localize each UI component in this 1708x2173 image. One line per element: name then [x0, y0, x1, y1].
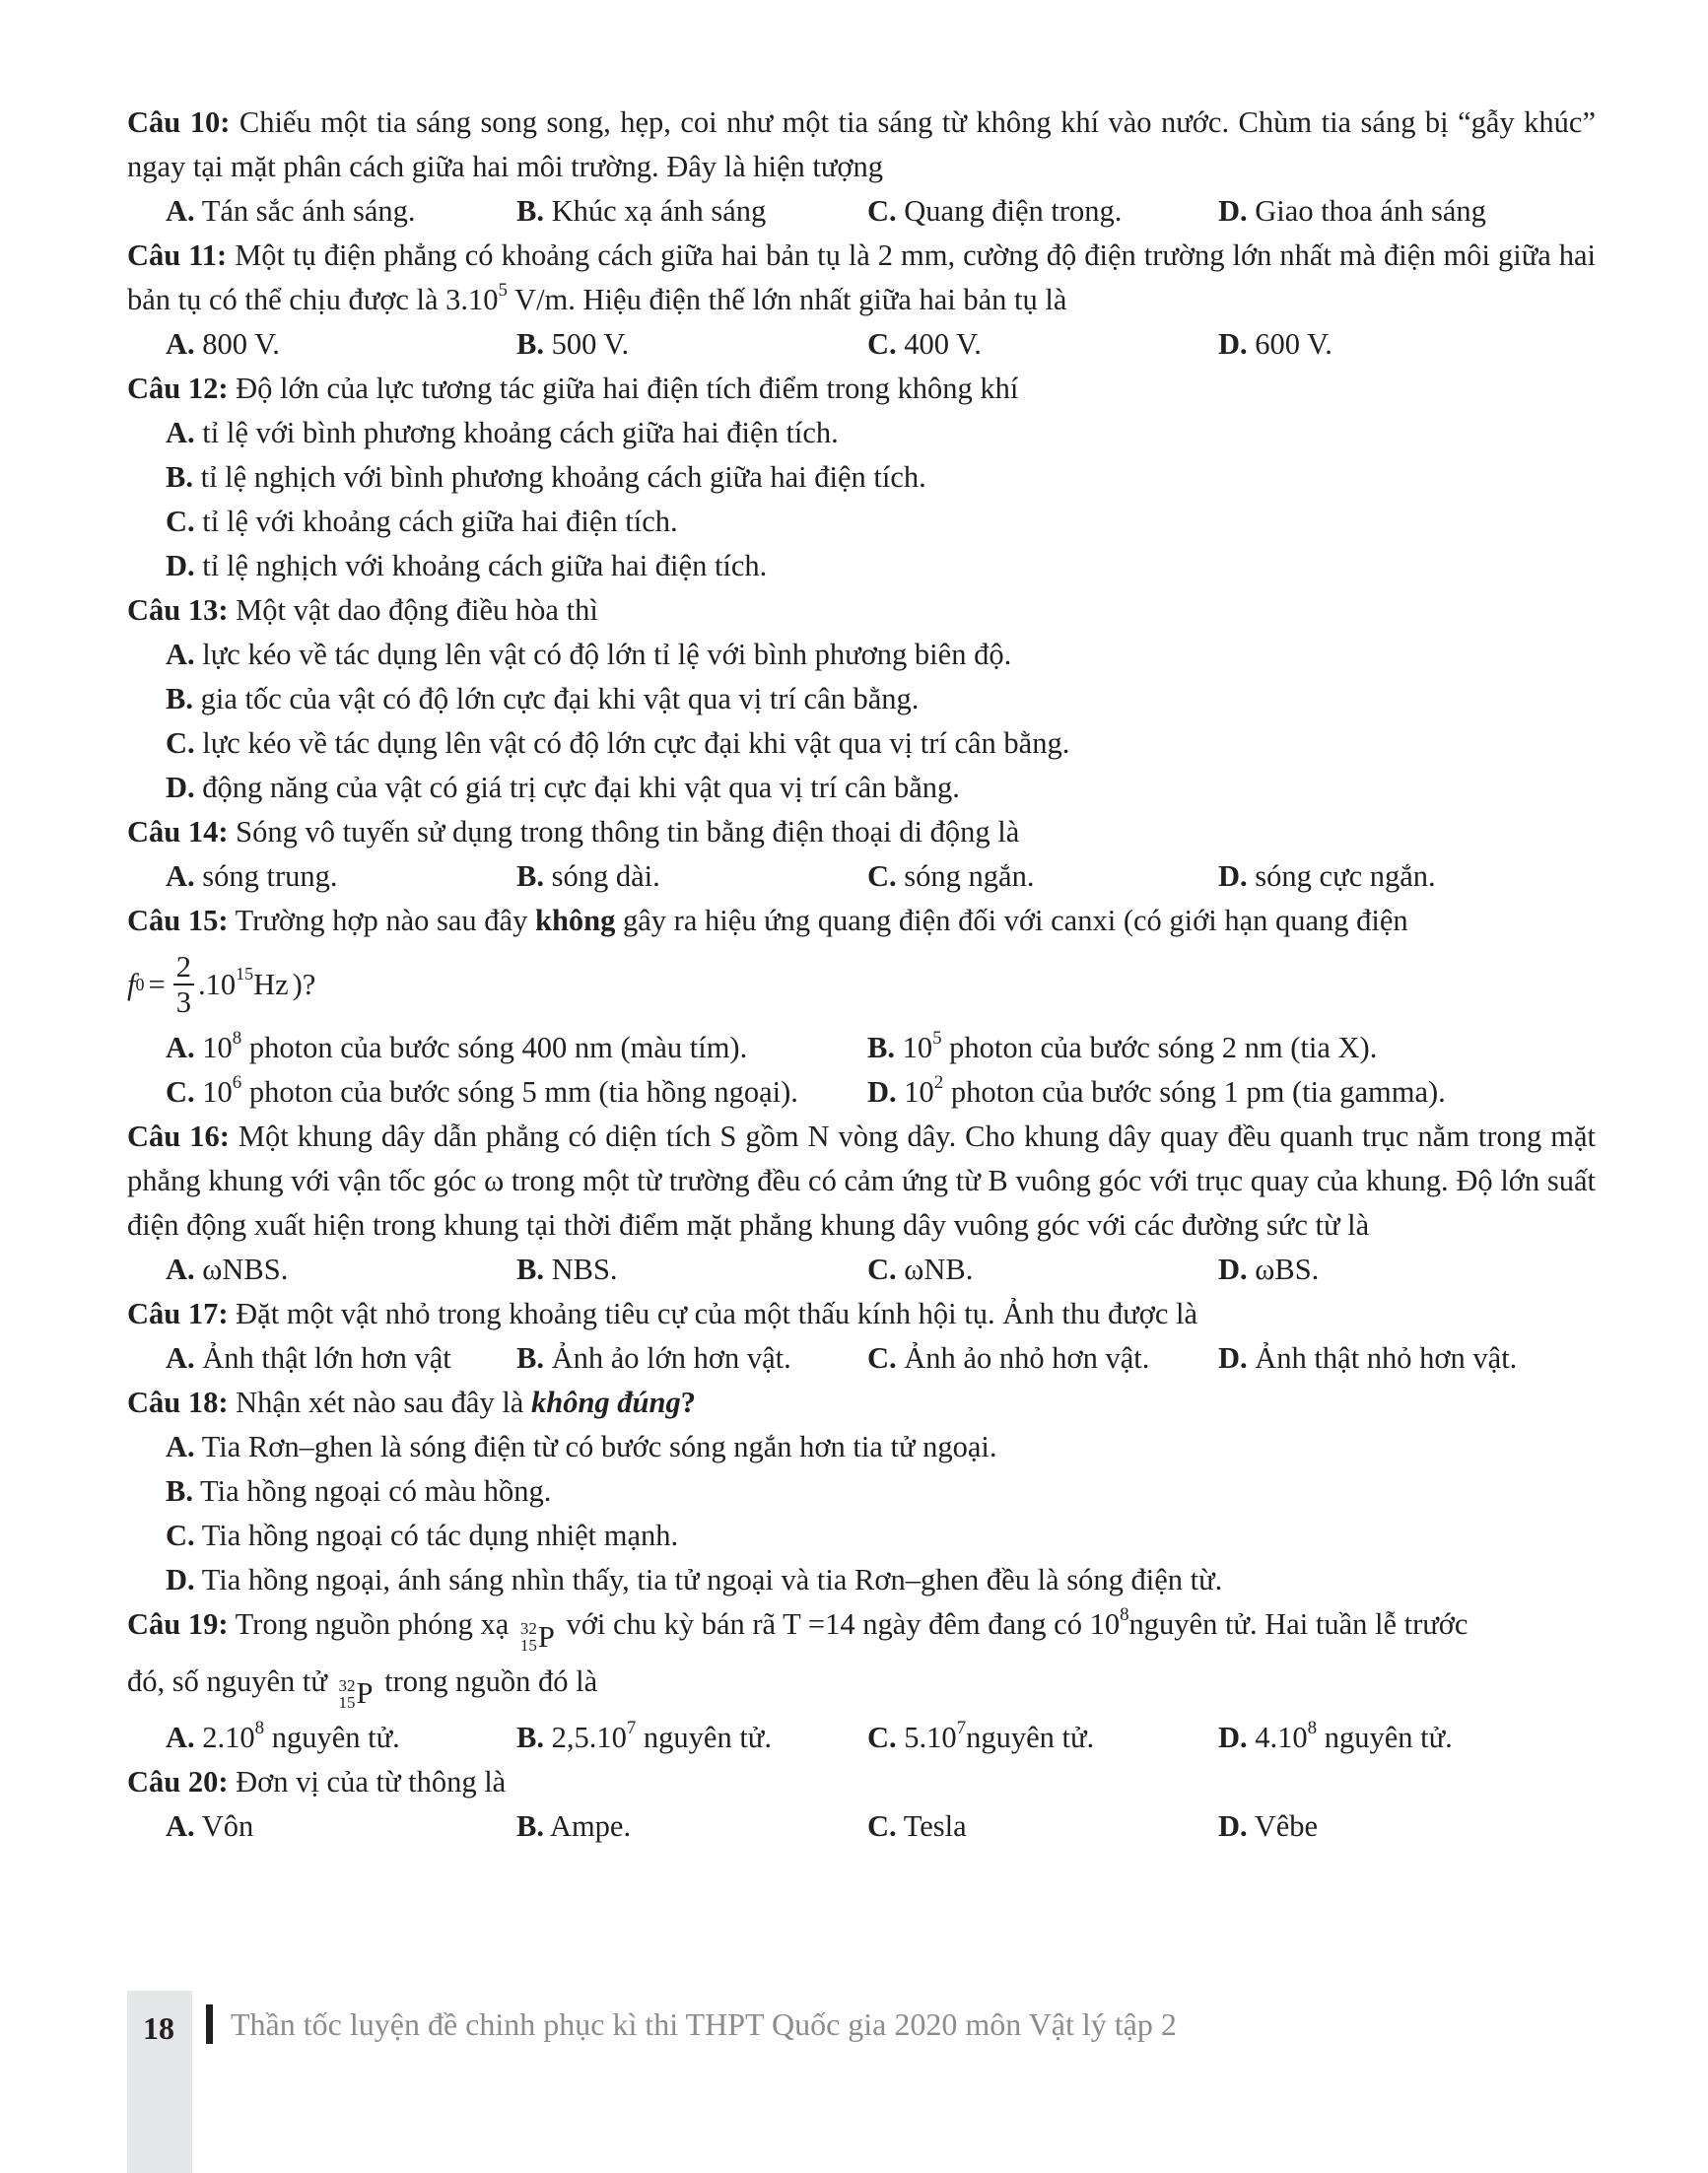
question-list [127, 101, 1596, 1849]
question-17: Câu 17: Đặt một vật nhỏ trong khoảng tiêu cự của một thấu kính hội tụ. Ảnh thu được là A. Ảnh thật lớn hơn vật B. Ảnh ảo lớn hơn vật. C. Ảnh ảo nhỏ hơn vật. D. Ảnh thật nhỏ hơn vật. [127, 1292, 1596, 1381]
nuclide-p32: 32 15 P [338, 1675, 374, 1712]
option-d: D. động năng của vật có giá trị cực đại khi vật qua vị trí cân bằng. [166, 771, 960, 804]
option-b: B. gia tốc của vật có độ lớn cực đại khi vật qua vị trí cân bằng. [166, 682, 920, 715]
question-19: Câu 19: Trong nguồn phóng xạ 32 15 P với chu kỳ bán rã T =14 ngày đêm đang có $10^8nguyên$ tử. Hai tuần lễ trước đó, số nguyên tử 32 15 P trong nguồn đó là A. 2.10$^8$ nguyên tử. B. 2,5.10$^7$ nguyên tử. C. 5.10$^7$nguyên tử. D. 4.10$^8$ nguyên tử. [127, 1602, 1596, 1760]
option-c: C. Tia hồng ngoại có tác dụng nhiệt mạnh. [166, 1519, 679, 1552]
question-label: Câu 10: [127, 105, 231, 139]
option-a: A. ωNBS. [166, 1253, 289, 1286]
option-b: B. Khúc xạ ánh sáng [516, 194, 767, 228]
question-10 [127, 101, 1596, 234]
page-number: 18 [143, 2010, 174, 2046]
option-c: C. 5.10$^7$nguyên tử. [867, 1718, 1095, 1754]
question-15: Câu 15: Trường hợp nào sau đây không gây ra hiệu ứng quang điện đối với canxi (có giới hạn quang điện f 0 = $\frac{2}{3}$ .10 $^{15}$ Hz )? A. $10^8$ photon của bước sóng 400 nm (màu tím). B. $10^5$ photon của bước sóng 2 nm (tia X). C. $10^6$ photon của bước sóng 5 mm (tia hồng ngoại). D. $10^2$ photon của bước sóng 1 pm (tia gamma). [127, 899, 1596, 1115]
question-label: Câu 17: [127, 1297, 229, 1330]
options-row [127, 1026, 1596, 1070]
option-c: C. $10^6$ photon của bước sóng 5 mm (tia hồng ngoại). [166, 1072, 798, 1109]
question-label: Câu 16: [127, 1120, 230, 1153]
option-c: C. Quang điện trong. [867, 194, 1123, 228]
option-c: C. sóng ngắn. [867, 859, 1035, 893]
option-b: B. sóng dài. [516, 859, 660, 893]
option-c: C. Ảnh ảo nhỏ hơn vật. [867, 1341, 1150, 1375]
options-row [127, 1804, 1596, 1849]
question-18: Câu 18: Nhận xét nào sau đây là không đúng? A. Tia Rơn–ghen là sóng điện từ có bước sóng ngắn hơn tia tử ngoại. B. Tia hồng ngoại có màu hồng. C. Tia hồng ngoại có tác dụng nhiệt mạnh. D. Tia hồng ngoại, ánh sáng nhìn thấy, tia tử ngoại và tia Rơn–ghen đều là sóng điện từ. [127, 1381, 1596, 1602]
option-d: D. Ảnh thật nhỏ hơn vật. [1218, 1341, 1518, 1375]
option-d: D. Vêbe [1218, 1809, 1319, 1843]
option-b: B. $10^5$ photon của bước sóng 2 nm (tia X). [867, 1028, 1378, 1064]
option-a: A. Vôn [166, 1809, 254, 1843]
nuclide-p32: 32 15 P [519, 1619, 555, 1655]
option-d: D. 4.10$^8$ nguyên tử. [1218, 1718, 1453, 1754]
option-c: C. Tesla [867, 1809, 967, 1843]
fraction: $\frac{2}{3}$ [173, 950, 194, 1019]
option-d: D. Tia hồng ngoại, ánh sáng nhìn thấy, tia tử ngoại và tia Rơn–ghen đều là sóng điện từ. [166, 1563, 1223, 1596]
question-label: Câu 18: [127, 1386, 229, 1419]
book-title: Thần tốc luyện đề chinh phục kì thi THPT Quốc gia 2020 môn Vật lý tập 2 [231, 2006, 1177, 2042]
question-12: Câu 12: Độ lớn của lực tương tác giữa hai điện tích điểm trong không khí A. tỉ lệ với bình phương khoảng cách giữa hai điện tích. B. tỉ lệ nghịch với bình phương khoảng cách giữa hai điện tích. C. tỉ lệ với khoảng cách giữa hai điện tích. D. tỉ lệ nghịch với khoảng cách giữa hai điện tích. [127, 367, 1596, 588]
option-c: C. tỉ lệ với khoảng cách giữa hai điện tích. [166, 505, 678, 538]
option-b: B. Ampe. [516, 1809, 632, 1843]
option-d: D. Giao thoa ánh sáng [1218, 194, 1486, 228]
option-a: A. tỉ lệ với bình phương khoảng cách giữa hai điện tích. [166, 416, 839, 449]
question-label: Câu 15: [127, 904, 229, 937]
option-c: C. ωNB. [867, 1253, 974, 1286]
option-d: D. sóng cực ngắn. [1218, 859, 1436, 893]
question-label: Câu 20: [127, 1765, 229, 1799]
question-11: Câu 11: Một tụ điện phẳng có khoảng cách giữa hai bản tụ là 2 mm, cường độ điện trường lớn nhất mà điện môi giữa hai bản tụ có thể chịu được là 3.10$^5$ V/m. Hiệu điện thế lớn nhất giữa hai bản tụ là A. 800 V. B. 500 V. C. 400 V. D. 600 V. [127, 234, 1596, 367]
option-a: A. Ảnh thật lớn hơn vật [166, 1341, 451, 1375]
options-row [127, 189, 1596, 234]
question-label: Câu 11: [127, 238, 228, 272]
option-d: D. ωBS. [1218, 1253, 1320, 1286]
question-label: Câu 13: [127, 593, 229, 627]
option-a: A. sóng trung. [166, 859, 338, 893]
option-b: B. NBS. [516, 1253, 618, 1286]
options-row [127, 1248, 1596, 1292]
option-d: D. $10^2$ photon của bước sóng 1 pm (tia gamma). [867, 1072, 1446, 1109]
option-d: D. 600 V. [1218, 327, 1332, 361]
question-14: Câu 14: Sóng vô tuyến sử dụng trong thông tin bằng điện thoại di động là A. sóng trung. B. sóng dài. C. sóng ngắn. D. sóng cực ngắn. [127, 810, 1596, 899]
option-b: B. Ảnh ảo lớn hơn vật. [516, 1341, 791, 1375]
question-label: Câu 19: [127, 1607, 229, 1641]
footer-divider [206, 2004, 213, 2044]
question-13: Câu 13: Một vật dao động điều hòa thì A. lực kéo về tác dụng lên vật có độ lớn tỉ lệ với bình phương biên độ. B. gia tốc của vật có độ lớn cực đại khi vật qua vị trí cân bằng. C. lực kéo về tác dụng lên vật có độ lớn cực đại khi vật qua vị trí cân bằng. D. động năng của vật có giá trị cực đại khi vật qua vị trí cân bằng. [127, 588, 1596, 810]
frequency-formula: f 0 = $\frac{2}{3}$ .10 $^{15}$ Hz )? [127, 950, 316, 1019]
option-b: B. Tia hồng ngoại có màu hồng. [166, 1474, 552, 1508]
question-stem: Chiếu một tia sáng song song, hẹp, coi như một tia sáng từ không khí vào nước. Chùm tia sáng bị “gẫy khúc” ngay tại mặt phân cách giữa hai môi trường. Đây là hiện tượng [127, 105, 1597, 183]
option-a: A. 2.10$^8$ nguyên tử. [166, 1718, 400, 1754]
question-16: Câu 16: Một khung dây dẫn phẳng có diện tích S gồm N vòng dây. Cho khung dây quay đều quanh trục nằm trong mặt phẳng khung với vận tốc góc ω trong một từ trường đều có cảm ứng từ B vuông góc với trục quay của khung. Độ lớn suất điện động xuất hiện trong khung tại thời điểm mặt phẳng khung dây vuông góc với các đường sức từ là A. ωNBS. B. NBS. C. ωNB. D. ωBS. [127, 1115, 1596, 1292]
options-row [127, 854, 1596, 899]
options-row [127, 1336, 1596, 1381]
option-a: A. $10^8$ photon của bước sóng 400 nm (màu tím). [166, 1028, 748, 1064]
options-row [127, 322, 1596, 367]
options-row [127, 1070, 1596, 1115]
options-row [127, 1716, 1596, 1760]
question-20: Câu 20: Đơn vị của từ thông là A. Vôn B. Ampe. C. Tesla D. Vêbe [127, 1760, 1596, 1849]
question-label: Câu 12: [127, 372, 229, 405]
option-a: A. 800 V. [166, 327, 280, 361]
option-a: A. lực kéo về tác dụng lên vật có độ lớn tỉ lệ với bình phương biên độ. [166, 638, 1012, 671]
option-b: B. 2,5.10$^7$ nguyên tử. [516, 1718, 772, 1754]
option-c: C. 400 V. [867, 327, 982, 361]
option-c: C. lực kéo về tác dụng lên vật có độ lớn cực đại khi vật qua vị trí cân bằng. [166, 726, 1070, 760]
option-a: A. Tán sắc ánh sáng. [166, 194, 416, 228]
option-b: B. 500 V. [516, 327, 630, 361]
option-d: D. tỉ lệ nghịch với khoảng cách giữa hai điện tích. [166, 549, 768, 582]
option-a: A. Tia Rơn–ghen là sóng điện từ có bước sóng ngắn hơn tia tử ngoại. [166, 1430, 997, 1463]
option-b: B. tỉ lệ nghịch với bình phương khoảng cách giữa hai điện tích. [166, 460, 926, 494]
question-label: Câu 14: [127, 815, 229, 849]
